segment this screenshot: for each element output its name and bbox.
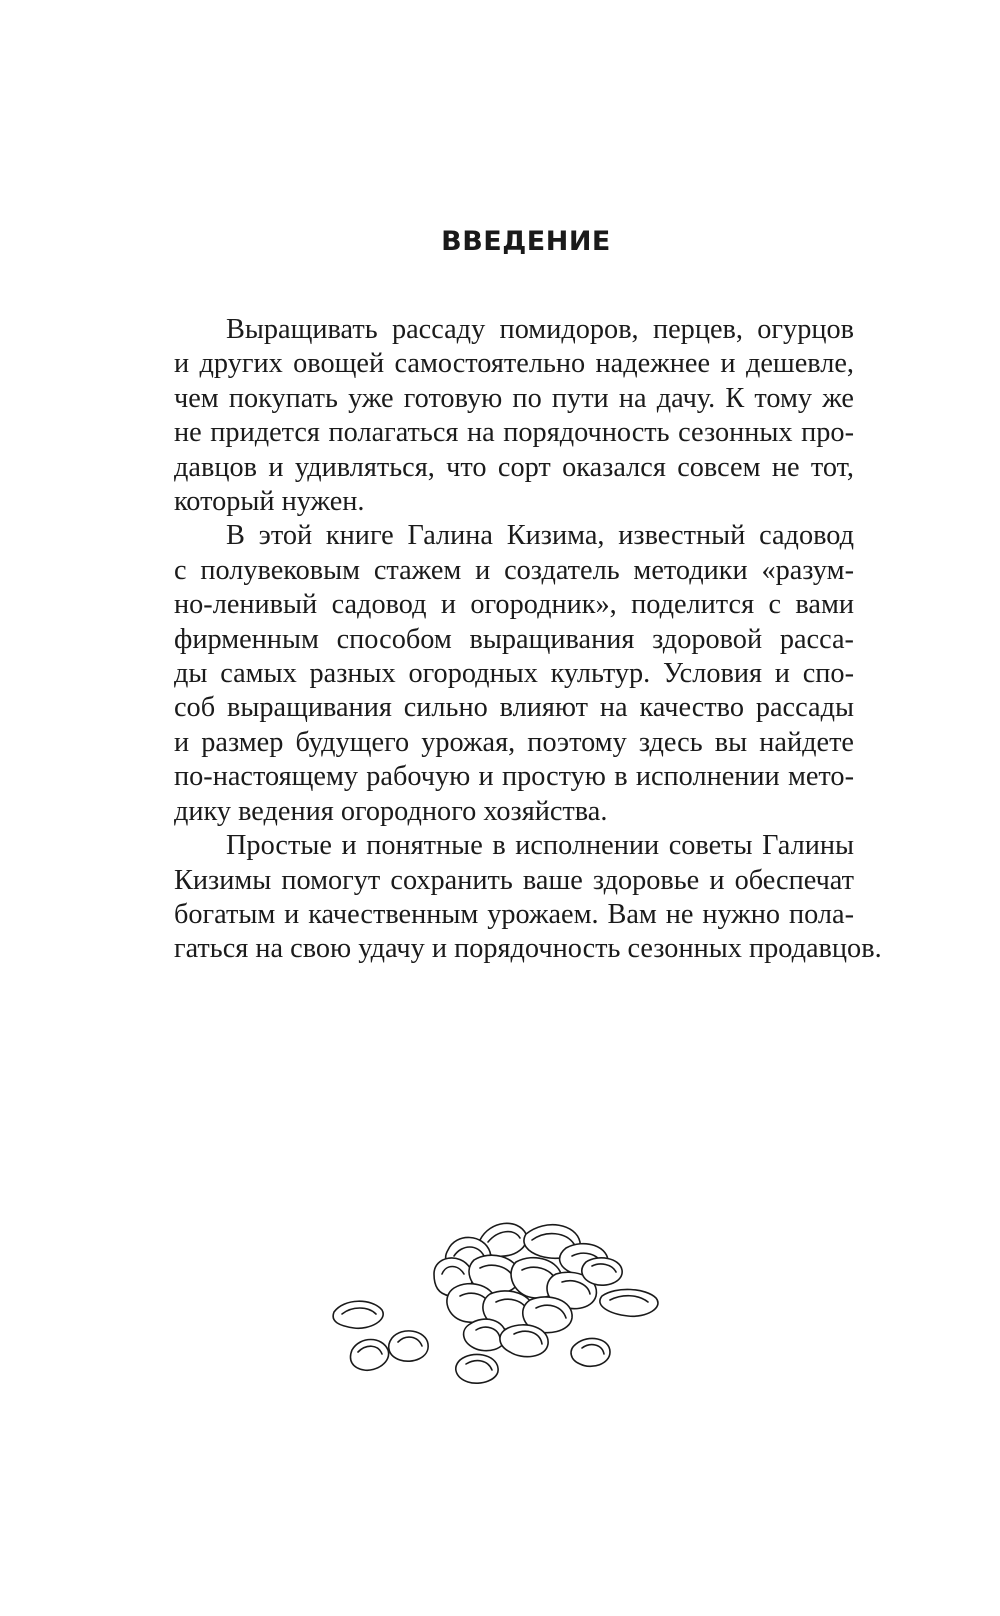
seed-icon <box>582 1258 622 1285</box>
text-line: но-ленивый садовод и огородник», поделится с вами <box>174 589 854 621</box>
text-line: дику ведения огородного хозяйства. <box>174 795 608 827</box>
text-line: Выращивать рассаду помидоров, перцев, огурцов <box>226 314 854 345</box>
seeds-illustration <box>330 1212 670 1392</box>
text-line: и других овощей самостоятельно надежнее и дешевле, <box>174 348 854 380</box>
text-line: Кизимы помогут сохранить ваше здоровье и обеспечат <box>174 864 854 896</box>
seed-icon <box>600 1289 658 1316</box>
paragraph-3 <box>174 829 882 967</box>
text-line: гаться на свою удачу и порядочность сезонных продавцов. <box>174 933 882 965</box>
paragraph-2 <box>174 519 854 829</box>
paragraph-1 <box>174 313 854 519</box>
text-line: давцов и удивляться, что сорт оказался совсем не тот, <box>174 451 854 483</box>
text-line: не придется полагаться на порядочность сезонных про- <box>174 417 854 449</box>
text-line: который нужен. <box>174 486 365 518</box>
text-line: Простые и понятные в исполнении советы Галины <box>226 830 854 862</box>
seed-icon <box>389 1331 428 1361</box>
text-line: чем покупать уже готовую по пути на дачу. К тому же <box>174 382 854 414</box>
body-text <box>174 313 882 967</box>
seed-icon <box>500 1325 548 1357</box>
seed-icon <box>464 1319 506 1351</box>
text-line: по-настоящему рабочую и простую в исполнении мето- <box>174 761 854 793</box>
text-line: и размер будущего урожая, поэтому здесь вы найдете <box>174 726 854 758</box>
text-line: соб выращивания сильно влияют на качество рассады <box>174 692 854 724</box>
text-line: богатым и качественным урожаем. Вам не нужно пола- <box>174 898 854 930</box>
text-line: с полувековым стажем и создатель методики «разум- <box>174 554 854 586</box>
seed-icon <box>351 1340 389 1371</box>
chapter-title: ВВЕДЕНИЕ <box>441 226 611 257</box>
seed-icon <box>333 1301 383 1328</box>
text-line: ды самых разных огородных культур. Условия и спо- <box>174 658 854 690</box>
text-line: В этой книге Галина Кизима, известный садовод <box>226 520 854 552</box>
text-line: фирменным способом выращивания здоровой расса- <box>174 623 854 655</box>
seed-icon <box>571 1338 610 1366</box>
seed-icon <box>456 1354 498 1383</box>
